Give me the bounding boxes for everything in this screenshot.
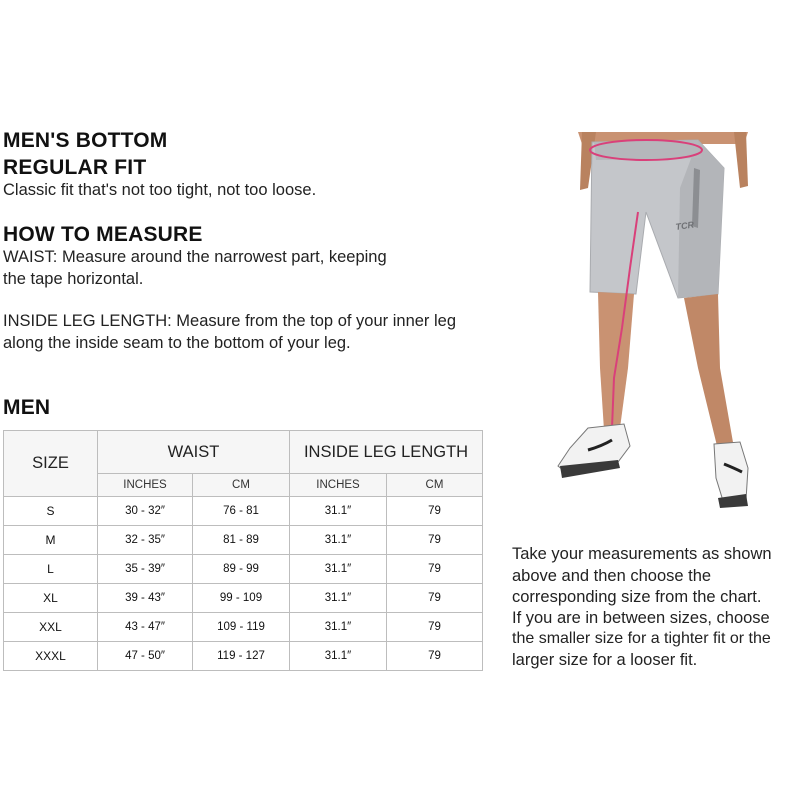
leg-inches-subheader: INCHES: [290, 474, 387, 497]
leg-inches-cell: 31.1″: [290, 555, 387, 584]
title-line-1: MEN'S BOTTOM: [3, 129, 168, 152]
waist-cm-cell: 89 - 99: [193, 555, 290, 584]
how-to-measure-title: HOW TO MEASURE: [3, 223, 203, 246]
note-line-6: larger size for a looser fit.: [512, 651, 698, 669]
size-cell: S: [4, 497, 98, 526]
size-cell: L: [4, 555, 98, 584]
waist-inches-cell: 35 - 39″: [98, 555, 193, 584]
note-line-1: Take your measurements as shown: [512, 545, 772, 563]
leg-cm-cell: 79: [387, 526, 483, 555]
leg-cm-cell: 79: [387, 642, 483, 671]
table-row: [4, 584, 483, 613]
waist-inches-cell: 43 - 47″: [98, 613, 193, 642]
leg-inches-cell: 31.1″: [290, 642, 387, 671]
leg-inches-cell: 31.1″: [290, 584, 387, 613]
size-cell: XXL: [4, 613, 98, 642]
waist-inches-cell: 39 - 43″: [98, 584, 193, 613]
size-cell: XXXL: [4, 642, 98, 671]
men-section-title: MEN: [3, 396, 51, 419]
waist-inches-cell: 47 - 50″: [98, 642, 193, 671]
waist-cm-cell: 81 - 89: [193, 526, 290, 555]
leg-inches-cell: 31.1″: [290, 526, 387, 555]
waist-cm-cell: 119 - 127: [193, 642, 290, 671]
leg-instruction-line-2: along the inside seam to the bottom of your leg.: [3, 334, 351, 352]
waist-cm-cell: 109 - 119: [193, 613, 290, 642]
note-line-5: the smaller size for a tighter fit or the: [512, 630, 771, 647]
size-cell: XL: [4, 584, 98, 613]
fit-description: Classic fit that's not too tight, not too loose.: [3, 181, 317, 199]
waist-cm-cell: 76 - 81: [193, 497, 290, 526]
table-row: [4, 526, 483, 555]
waist-inches-cell: 30 - 32″: [98, 497, 193, 526]
size-chart-table: [3, 430, 483, 671]
right-arm: [734, 132, 748, 188]
table-row: [4, 555, 483, 584]
leg-inches-cell: 31.1″: [290, 613, 387, 642]
note-line-3: corresponding size from the chart.: [512, 588, 762, 606]
size-header: SIZE: [4, 431, 98, 497]
right-leg: [684, 294, 734, 450]
table-row: [4, 613, 483, 642]
leg-cm-cell: 79: [387, 497, 483, 526]
waist-inches-subheader: INCHES: [98, 474, 193, 497]
model-photo: [548, 128, 788, 518]
title-line-2: REGULAR FIT: [3, 156, 147, 179]
waist-instruction-line-2: the tape horizontal.: [3, 270, 144, 288]
leg-inches-cell: 31.1″: [290, 497, 387, 526]
waist-header: WAIST: [98, 431, 290, 474]
leg-instruction-line-1: INSIDE LEG LENGTH: Measure from the top of your inner leg: [3, 312, 457, 330]
table-row: [4, 642, 483, 671]
waist-cm-cell: 99 - 109: [193, 584, 290, 613]
waist-instruction-line-1: WAIST: Measure around the narrowest part, keeping: [3, 248, 387, 266]
note-line-4: If you are in between sizes, choose: [512, 609, 770, 627]
leg-cm-cell: 79: [387, 584, 483, 613]
note-line-2: above and then choose the: [512, 567, 712, 585]
table-row: [4, 497, 483, 526]
inside-leg-header: INSIDE LEG LENGTH: [290, 431, 483, 474]
leg-cm-subheader: CM: [387, 474, 483, 497]
leg-cm-cell: 79: [387, 613, 483, 642]
waist-cm-subheader: CM: [193, 474, 290, 497]
waist-inches-cell: 32 - 35″: [98, 526, 193, 555]
leg-cm-cell: 79: [387, 555, 483, 584]
tcr-logo: TCR: [674, 219, 695, 232]
size-cell: M: [4, 526, 98, 555]
